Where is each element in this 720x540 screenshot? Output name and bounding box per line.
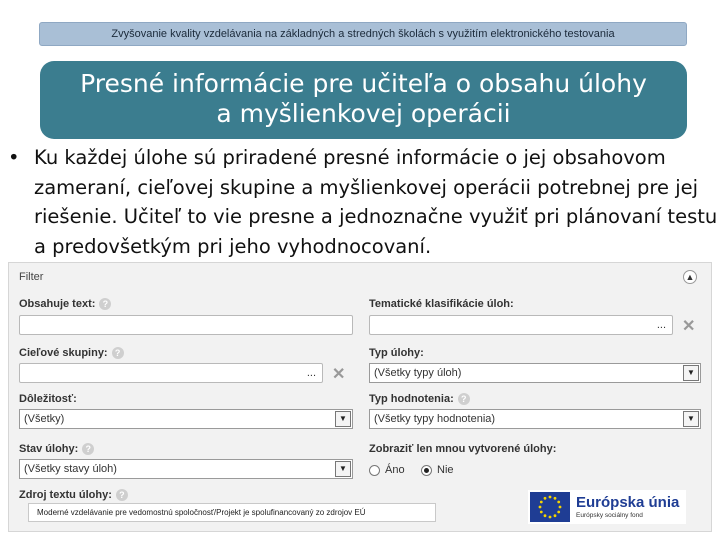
target-groups-input[interactable] xyxy=(19,363,323,383)
chevron-down-icon[interactable]: ▼ xyxy=(335,411,351,427)
eu-subtitle: Európsky sociálny fond xyxy=(576,511,643,519)
importance-label xyxy=(19,393,77,405)
contains-text-input[interactable] xyxy=(19,315,353,335)
task-type-label xyxy=(369,347,424,359)
contains-text-label-text: Obsahuje text: xyxy=(19,298,96,310)
slide-title-line1: Presné informácie pre učiteľa o obsahu úlohy xyxy=(80,69,647,98)
task-type-select[interactable] xyxy=(369,363,701,383)
thematic-input[interactable] xyxy=(369,315,673,335)
help-icon[interactable]: ? xyxy=(99,298,111,310)
footer-text: Moderné vzdelávanie pre vedomostnú spoločnosť/Projekt je spolufinancovaný zo zdrojov EÚ xyxy=(37,508,366,517)
task-type-label-text: Typ úlohy: xyxy=(369,347,424,359)
bullet-icon: • xyxy=(8,146,20,169)
show-mine-label xyxy=(369,443,556,455)
show-mine-label-text: Zobraziť len mnou vytvorené úlohy: xyxy=(369,443,557,455)
importance-selected: (Všetky) xyxy=(24,413,65,425)
task-state-selected: (Všetky stavy úloh) xyxy=(24,463,117,475)
importance-label-text: Dôležitosť: xyxy=(19,393,77,405)
radio-checked-icon[interactable] xyxy=(421,465,432,476)
slide-title-line2: a myšlienkovej operácii xyxy=(216,99,511,128)
radio-icon[interactable] xyxy=(369,465,380,476)
collapse-icon[interactable]: ▲ xyxy=(683,270,697,284)
help-icon[interactable]: ? xyxy=(112,347,124,359)
bullet-point xyxy=(6,143,718,261)
evaluation-type-label xyxy=(369,393,470,405)
project-banner xyxy=(39,22,687,46)
help-icon[interactable]: ? xyxy=(458,393,470,405)
radio-option-nie[interactable] xyxy=(421,464,454,476)
evaluation-type-select[interactable] xyxy=(369,409,701,429)
target-groups-label xyxy=(19,347,124,359)
thematic-clear-icon[interactable]: ✕ xyxy=(682,318,696,335)
help-icon[interactable]: ? xyxy=(82,443,94,455)
task-state-label xyxy=(19,443,94,455)
chevron-down-icon[interactable]: ▼ xyxy=(683,411,699,427)
evaluation-type-selected: (Všetky typy hodnotenia) xyxy=(374,413,496,425)
evaluation-type-label-text: Typ hodnotenia: xyxy=(369,393,454,405)
footer-bar xyxy=(28,503,436,522)
target-groups-browse-button[interactable]: ... xyxy=(306,367,316,379)
help-icon[interactable]: ? xyxy=(116,489,128,501)
eu-title: Európska únia xyxy=(576,493,680,511)
chevron-down-icon[interactable]: ▼ xyxy=(683,365,699,381)
eu-logo xyxy=(528,490,686,524)
thematic-label-text: Tematické klasifikácie úloh: xyxy=(369,298,514,310)
eu-stars-icon xyxy=(530,492,570,522)
thematic-browse-button[interactable]: ... xyxy=(656,319,666,331)
task-state-select[interactable] xyxy=(19,459,353,479)
target-groups-label-text: Cieľové skupiny: xyxy=(19,347,108,359)
slide-title xyxy=(40,61,687,139)
importance-select[interactable] xyxy=(19,409,353,429)
text-source-label-text: Zdroj textu úlohy: xyxy=(19,489,112,501)
radio-label-ano: Áno xyxy=(385,464,405,476)
radio-option-ano[interactable] xyxy=(369,464,405,476)
eu-text xyxy=(576,495,679,520)
contains-text-label xyxy=(19,298,111,310)
thematic-label xyxy=(369,298,514,310)
chevron-down-icon[interactable]: ▼ xyxy=(335,461,351,477)
target-groups-clear-icon[interactable]: ✕ xyxy=(332,366,346,383)
eu-flag-icon xyxy=(530,492,570,522)
task-type-selected: (Všetky typy úloh) xyxy=(374,367,462,379)
filter-title: Filter xyxy=(19,271,44,283)
radio-label-nie: Nie xyxy=(437,464,454,476)
project-banner-text: Zvyšovanie kvality vzdelávania na základných a stredných školách s využitím elektronického testovania xyxy=(111,28,615,40)
bullet-text: Ku každej úlohe sú priradené presné informácie o jej obsahovom zameraní, cieľovej skupine a myšlienkovej operácii potrebnej pre jej riešenie. Učiteľ to vie presne a jednoznačne využiť pri plánovaní testu a predovšetkým pri jeho vyhodnocovaní. xyxy=(34,146,718,258)
task-state-label-text: Stav úlohy: xyxy=(19,443,79,455)
text-source-label xyxy=(19,489,128,501)
